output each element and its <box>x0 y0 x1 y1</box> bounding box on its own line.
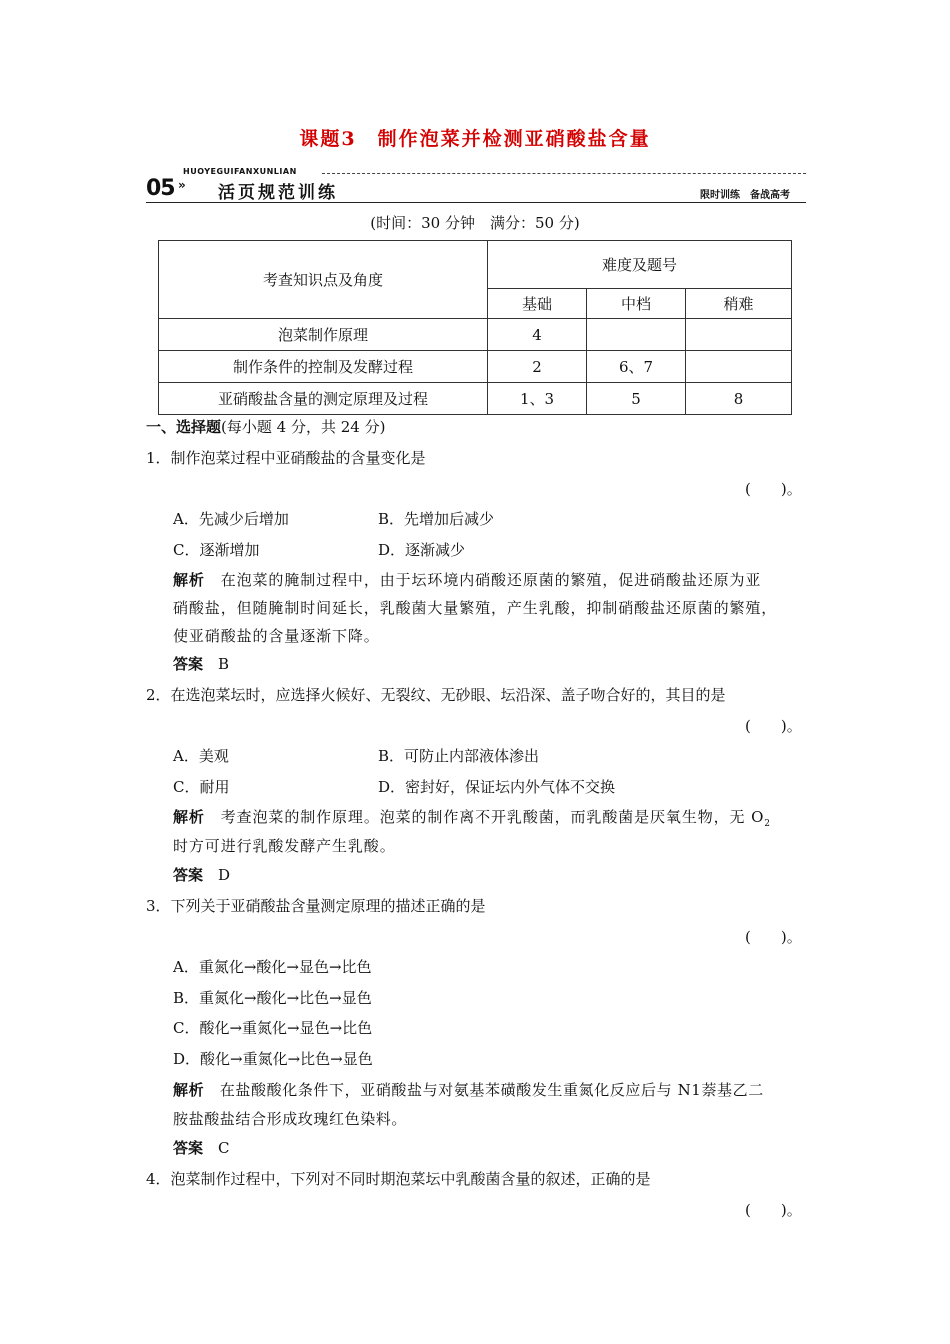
table-level-basic: 基础 <box>488 289 587 319</box>
subscript: 2 <box>764 819 771 829</box>
table-row <box>159 383 792 415</box>
option-d: D．酸化→重氮化→比色→显色 <box>173 1050 373 1068</box>
answer-parenthesis: ( )。 <box>745 480 802 498</box>
option-b: B．重氮化→酸化→比色→显色 <box>173 989 372 1007</box>
table-cell-medium <box>587 319 686 351</box>
time-info: (时间：30 分钟 满分：50 分) <box>370 214 580 232</box>
analysis-label: 解析 <box>173 1081 205 1099</box>
table-cell-hard <box>686 351 792 383</box>
header-dotted-rule <box>322 173 806 174</box>
header-number: 05 <box>146 176 175 201</box>
table-level-medium: 中档 <box>587 289 686 319</box>
table-cell-topic: 亚硝酸盐含量的测定原理及过程 <box>159 383 488 415</box>
section-heading <box>146 416 385 437</box>
analysis-label: 解析 <box>173 808 205 826</box>
section-heading-label: 一、选择题 <box>146 418 222 436</box>
answer-value: B <box>218 655 230 673</box>
knowledge-table <box>158 240 792 415</box>
table-cell-hard: 8 <box>686 383 792 415</box>
answer-parenthesis: ( )。 <box>745 928 802 946</box>
header-slogan: 限时训练 备战高考 <box>700 190 790 201</box>
analysis-label: 解析 <box>173 571 205 589</box>
header-rule <box>146 202 806 203</box>
table-row <box>159 351 792 383</box>
header-pinyin: HUOYEGUIFANXUNLIAN <box>183 167 297 176</box>
answer-parenthesis: ( )。 <box>745 717 802 735</box>
chevron-icon: » <box>178 178 186 192</box>
answer-value: D <box>218 866 231 884</box>
table-cell-basic: 4 <box>488 319 587 351</box>
analysis-line: 硝酸盐，但随腌制时间延长，乳酸菌大量繁殖，产生乳酸，抑制硝酸盐还原菌的繁殖， <box>173 599 778 617</box>
analysis-line: 时方可进行乳酸发酵产生乳酸。 <box>173 837 396 855</box>
question-3-stem: 3．下列关于亚硝酸盐含量测定原理的描述正确的是 <box>146 897 486 915</box>
table-header-difficulty: 难度及题号 <box>488 241 792 289</box>
table-row <box>159 319 792 351</box>
page-title: 课题3 制作泡菜并检测亚硝酸盐含量 <box>299 128 651 150</box>
table-cell-basic: 2 <box>488 351 587 383</box>
option-a: A．美观 <box>173 747 229 765</box>
answer-parenthesis: ( )。 <box>745 1201 802 1219</box>
section-heading-note: (每小题 4 分，共 24 分) <box>221 418 386 436</box>
answer-label: 答案 <box>173 1139 204 1157</box>
option-d: D．密封好，保证坛内外气体不交换 <box>378 778 616 796</box>
option-c: C．耐用 <box>173 778 230 796</box>
analysis-line: 解析 在泡菜的腌制过程中，由于坛环境内硝酸还原菌的繁殖，促进硝酸盐还原为亚 <box>173 571 762 589</box>
table-cell-medium: 5 <box>587 383 686 415</box>
table-cell-medium: 6、7 <box>587 351 686 383</box>
table-header-topic: 考查知识点及角度 <box>159 241 488 319</box>
answer-value: C <box>218 1139 230 1157</box>
option-a: A．重氮化→酸化→显色→比色 <box>173 958 372 976</box>
analysis-line: 使亚硝酸盐的含量逐渐下降。 <box>173 627 380 645</box>
answer-line <box>173 864 230 885</box>
answer-line <box>173 653 229 674</box>
option-a: A．先减少后增加 <box>173 510 289 528</box>
option-b: B．先增加后减少 <box>378 510 495 528</box>
option-c: C．逐渐增加 <box>173 541 260 559</box>
analysis-line: 解析 在盐酸酸化条件下，亚硝酸盐与对氨基苯磺酸发生重氮化反应后与 N1萘基乙二 <box>173 1081 764 1099</box>
analysis-line: 胺盐酸盐结合形成玫瑰红色染料。 <box>173 1110 408 1128</box>
question-4-stem: 4．泡菜制作过程中，下列对不同时期泡菜坛中乳酸菌含量的叙述，正确的是 <box>146 1170 651 1188</box>
analysis-line: 解析 考查泡菜的制作原理。泡菜的制作离不开乳酸菌，而乳酸菌是厌氧生物，无 $O_2$ <box>173 808 771 829</box>
table-cell-basic: 1、3 <box>488 383 587 415</box>
table-cell-topic: 泡菜制作原理 <box>159 319 488 351</box>
question-2-stem: 2．在选泡菜坛时，应选择火候好、无裂纹、无砂眼、坛沿深、盖子吻合好的，其目的是 <box>146 686 726 704</box>
section-name: 活页规范训练 <box>218 183 338 203</box>
table-cell-hard <box>686 319 792 351</box>
option-b: B．可防止内部液体渗出 <box>378 747 540 765</box>
table-level-hard: 稍难 <box>686 289 792 319</box>
option-c: C．酸化→重氮化→显色→比色 <box>173 1019 373 1037</box>
option-d: D．逐渐减少 <box>378 541 466 559</box>
table-cell-topic: 制作条件的控制及发酵过程 <box>159 351 488 383</box>
question-1-stem: 1．制作泡菜过程中亚硝酸盐的含量变化是 <box>146 449 426 467</box>
answer-label: 答案 <box>173 655 204 673</box>
answer-line <box>173 1137 230 1158</box>
answer-label: 答案 <box>173 866 204 884</box>
